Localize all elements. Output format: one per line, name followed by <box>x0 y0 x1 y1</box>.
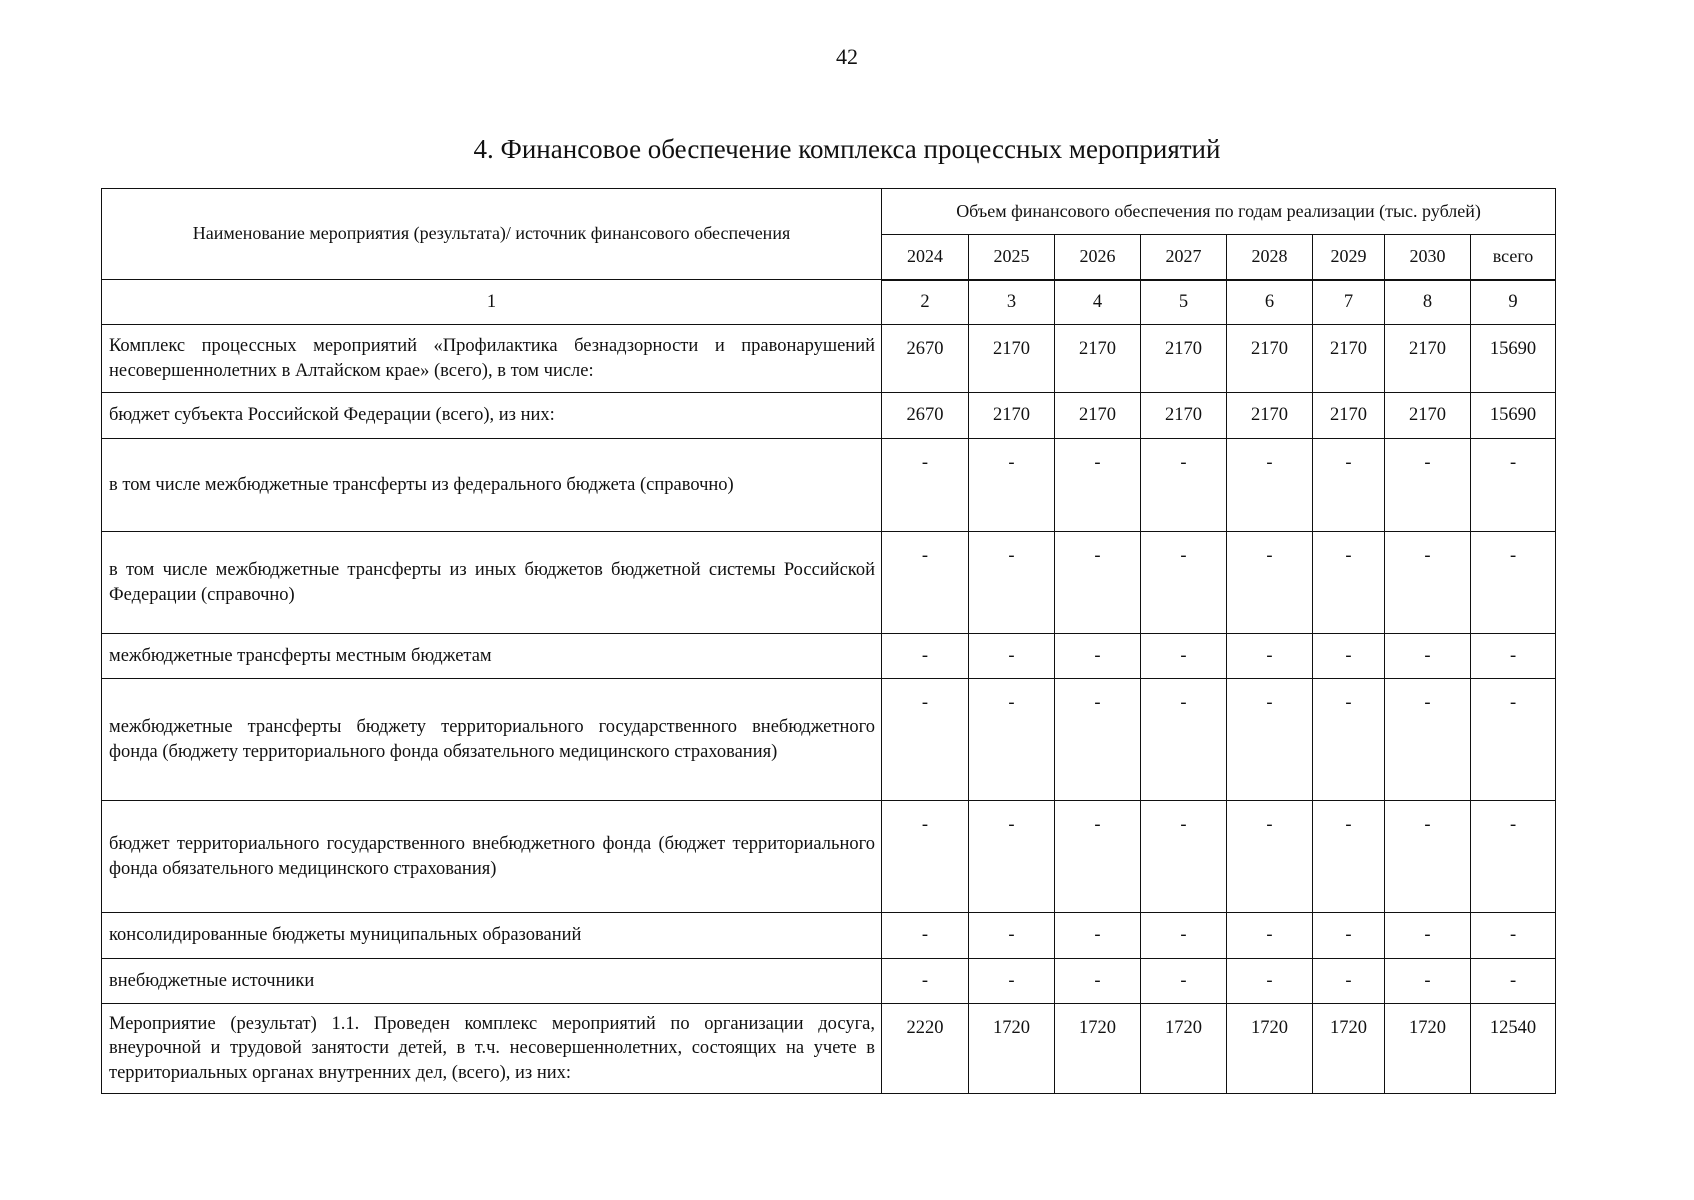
row-value: - <box>1055 801 1141 913</box>
row-value: - <box>1385 959 1471 1004</box>
row-value: - <box>1313 532 1385 634</box>
row-value: 2170 <box>1141 325 1227 393</box>
row-value: - <box>1141 532 1227 634</box>
row-value: - <box>1141 439 1227 532</box>
row-value: 2670 <box>882 325 969 393</box>
row-value: - <box>1385 439 1471 532</box>
row-value: - <box>1471 913 1556 959</box>
row-value: - <box>1313 439 1385 532</box>
table-row <box>102 801 1556 913</box>
row-value: - <box>1141 913 1227 959</box>
row-value: 2220 <box>882 1004 969 1094</box>
row-value: 1720 <box>1313 1004 1385 1094</box>
row-value: - <box>1471 532 1556 634</box>
column-number: 9 <box>1471 280 1556 325</box>
row-value: - <box>882 634 969 679</box>
row-value: - <box>1141 959 1227 1004</box>
row-value: - <box>1227 679 1313 801</box>
column-number: 2 <box>882 280 969 325</box>
column-number: 6 <box>1227 280 1313 325</box>
row-value: - <box>1227 913 1313 959</box>
row-value: - <box>1471 439 1556 532</box>
name-column-header: Наименование мероприятия (результата)/ источник финансового обеспечения <box>102 189 882 280</box>
row-value: 12540 <box>1471 1004 1556 1094</box>
row-value: - <box>1385 913 1471 959</box>
year-header: 2028 <box>1227 235 1313 280</box>
row-name: межбюджетные трансферты бюджету территориального государственного внебюджетного фонда (бюджету территориального фонда обязательного медицинского страхования) <box>102 679 882 801</box>
column-number: 4 <box>1055 280 1141 325</box>
funding-group-header: Объем финансового обеспечения по годам реализации (тыс. рублей) <box>882 189 1556 235</box>
column-number-row <box>102 280 1556 325</box>
column-number: 5 <box>1141 280 1227 325</box>
row-value: - <box>1471 679 1556 801</box>
year-header: 2027 <box>1141 235 1227 280</box>
row-value: - <box>1055 532 1141 634</box>
row-value: - <box>1313 679 1385 801</box>
page-number: 42 <box>836 44 858 69</box>
row-name: внебюджетные источники <box>102 959 882 1004</box>
row-value: 2670 <box>882 393 969 439</box>
row-value: 2170 <box>1227 393 1313 439</box>
row-value: - <box>1471 801 1556 913</box>
row-name: бюджет субъекта Российской Федерации (всего), из них: <box>102 393 882 439</box>
row-value: - <box>1227 532 1313 634</box>
row-value: 1720 <box>1385 1004 1471 1094</box>
row-value: - <box>1141 801 1227 913</box>
row-value: 2170 <box>1141 393 1227 439</box>
row-value: 2170 <box>1055 393 1141 439</box>
row-value: - <box>1055 959 1141 1004</box>
row-value: - <box>969 439 1055 532</box>
row-name: Мероприятие (результат) 1.1. Проведен комплекс мероприятий по организации досуга, внеурочной и трудовой занятости детей, в т.ч. несовершеннолетних, состоящих на учете в территориальных органах внутренних дел, (всего), из них: <box>102 1004 882 1094</box>
row-value: - <box>1055 439 1141 532</box>
row-value: - <box>1313 634 1385 679</box>
table-row <box>102 439 1556 532</box>
row-value: 15690 <box>1471 325 1556 393</box>
row-value: - <box>1227 801 1313 913</box>
table-row <box>102 913 1556 959</box>
row-name: в том числе межбюджетные трансферты из иных бюджетов бюджетной системы Российской Федерации (справочно) <box>102 532 882 634</box>
row-value: - <box>1385 634 1471 679</box>
row-value: - <box>1471 634 1556 679</box>
row-name: в том числе межбюджетные трансферты из федерального бюджета (справочно) <box>102 439 882 532</box>
year-header: 2026 <box>1055 235 1141 280</box>
table-row <box>102 325 1556 393</box>
row-value: - <box>969 801 1055 913</box>
row-value: - <box>969 959 1055 1004</box>
table-row <box>102 532 1556 634</box>
row-value: 1720 <box>1055 1004 1141 1094</box>
year-header: 2025 <box>969 235 1055 280</box>
row-value: - <box>882 532 969 634</box>
row-value: - <box>882 959 969 1004</box>
row-value: - <box>1055 913 1141 959</box>
row-value: - <box>1385 679 1471 801</box>
row-value: 2170 <box>1227 325 1313 393</box>
column-number: 7 <box>1313 280 1385 325</box>
row-value: - <box>882 439 969 532</box>
row-value: - <box>1471 959 1556 1004</box>
row-value: 2170 <box>969 325 1055 393</box>
row-name: межбюджетные трансферты местным бюджетам <box>102 634 882 679</box>
row-value: - <box>969 634 1055 679</box>
total-header: всего <box>1471 235 1556 280</box>
row-value: - <box>882 913 969 959</box>
row-value: 2170 <box>1313 325 1385 393</box>
row-value: 2170 <box>1385 325 1471 393</box>
row-value: - <box>1227 439 1313 532</box>
row-value: - <box>969 679 1055 801</box>
column-number: 3 <box>969 280 1055 325</box>
row-value: - <box>1227 959 1313 1004</box>
column-number: 8 <box>1385 280 1471 325</box>
table-row <box>102 679 1556 801</box>
table-row <box>102 1004 1556 1094</box>
row-value: - <box>1055 634 1141 679</box>
row-name: консолидированные бюджеты муниципальных образований <box>102 913 882 959</box>
row-value: 1720 <box>1227 1004 1313 1094</box>
year-header: 2029 <box>1313 235 1385 280</box>
row-value: - <box>882 679 969 801</box>
row-value: 1720 <box>1141 1004 1227 1094</box>
table-row <box>102 959 1556 1004</box>
column-number: 1 <box>102 280 882 325</box>
header-row-1 <box>102 189 1556 235</box>
row-value: - <box>882 801 969 913</box>
row-value: 2170 <box>1385 393 1471 439</box>
row-value: 1720 <box>969 1004 1055 1094</box>
row-value: 2170 <box>1313 393 1385 439</box>
row-value: - <box>1141 634 1227 679</box>
row-value: 2170 <box>969 393 1055 439</box>
row-value: 2170 <box>1055 325 1141 393</box>
section-title: 4. Финансовое обеспечение комплекса процессных мероприятий <box>473 134 1221 164</box>
row-name: бюджет территориального государственного внебюджетного фонда (бюджет территориального фонда обязательного медицинского страхования) <box>102 801 882 913</box>
row-value: - <box>1227 634 1313 679</box>
financing-table <box>101 188 1556 1094</box>
year-header: 2024 <box>882 235 969 280</box>
table-row <box>102 634 1556 679</box>
row-value: - <box>1385 532 1471 634</box>
row-value: - <box>1385 801 1471 913</box>
row-value: - <box>1313 801 1385 913</box>
row-value: 15690 <box>1471 393 1556 439</box>
row-value: - <box>1055 679 1141 801</box>
row-value: - <box>969 913 1055 959</box>
row-name: Комплекс процессных мероприятий «Профилактика безнадзорности и правонарушений несовершеннолетних в Алтайском крае» (всего), в том числе: <box>102 325 882 393</box>
row-value: - <box>969 532 1055 634</box>
year-header: 2030 <box>1385 235 1471 280</box>
row-value: - <box>1141 679 1227 801</box>
row-value: - <box>1313 913 1385 959</box>
table-row <box>102 393 1556 439</box>
row-value: - <box>1313 959 1385 1004</box>
